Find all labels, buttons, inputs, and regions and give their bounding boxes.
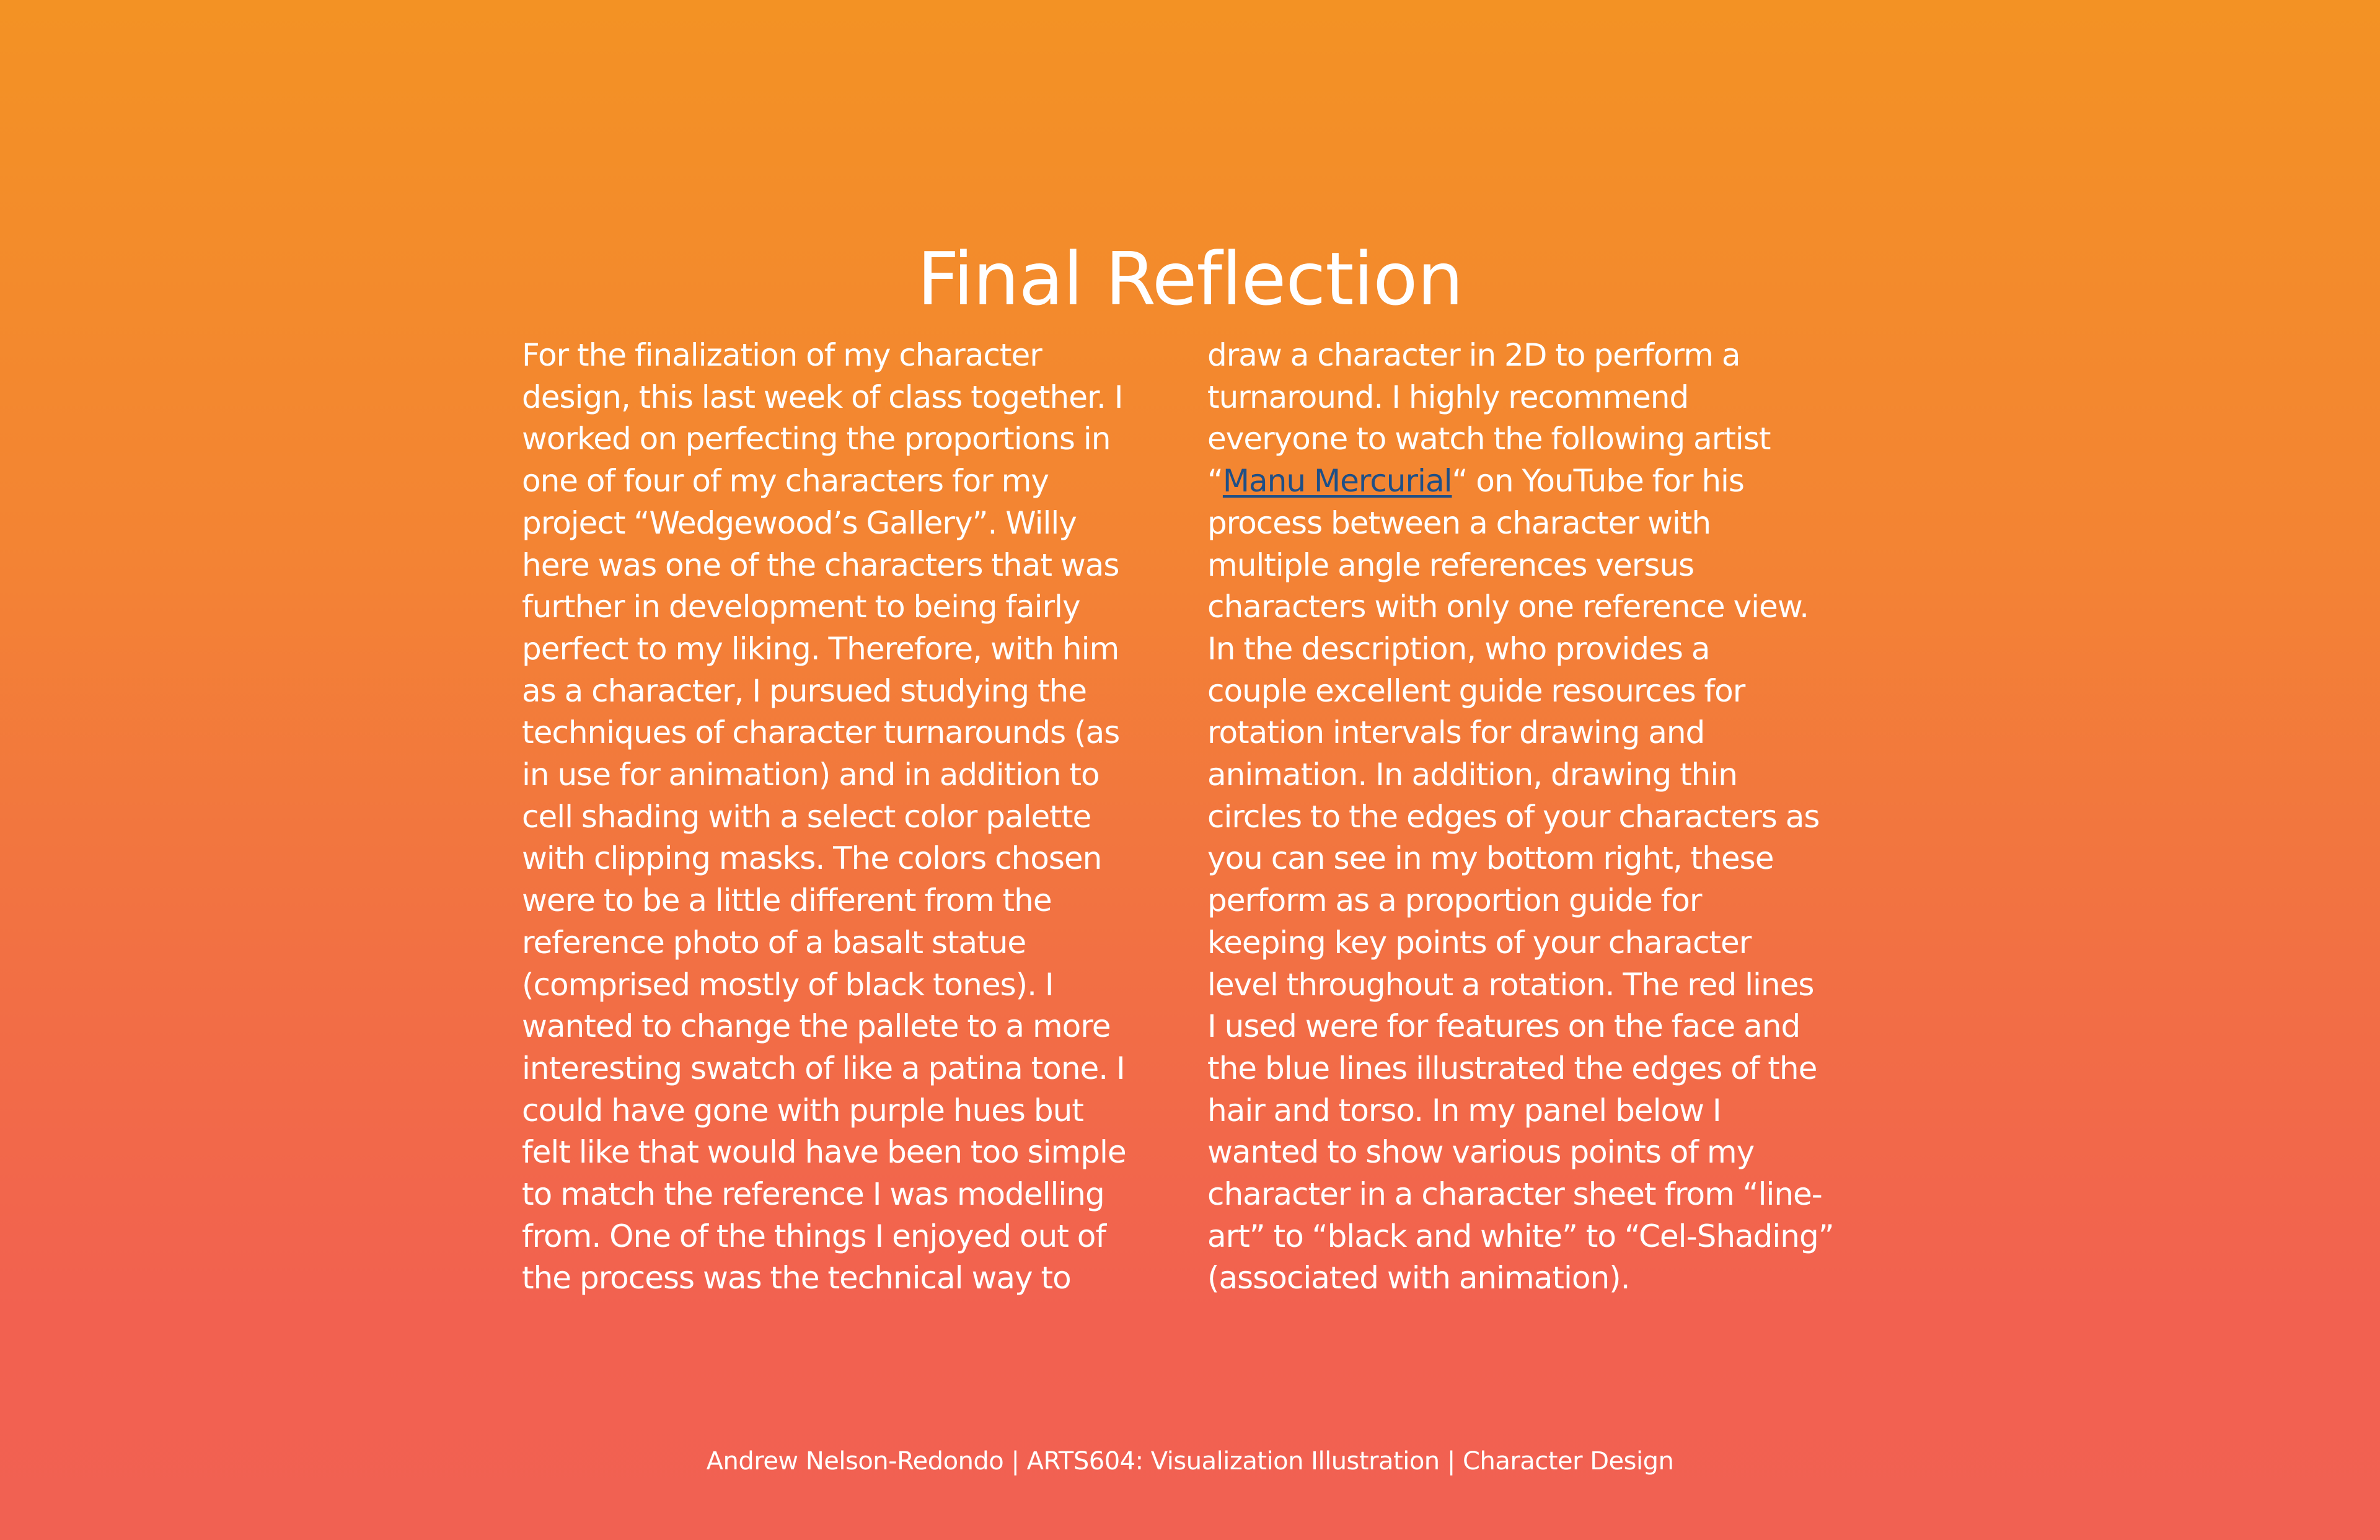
- text-line: character in a character sheet from “line-: [1207, 1176, 1822, 1213]
- text-line: For the finalization of my character: [522, 337, 1042, 373]
- text-line: as a character, I pursued studying the: [522, 672, 1087, 709]
- reflection-left-column: [522, 335, 1204, 1300]
- text-line: felt like that would have been too simple: [522, 1134, 1126, 1171]
- text-line: with clipping masks. The colors chosen: [522, 840, 1102, 877]
- text-line: further in development to being fairly: [522, 589, 1080, 625]
- text-line: cell shading with a select color palette: [522, 798, 1091, 835]
- text-line: In the description, who provides a: [1207, 630, 1710, 667]
- text-line: to match the reference I was modelling: [522, 1176, 1104, 1213]
- text-line: the blue lines illustrated the edges of the: [1207, 1050, 1817, 1086]
- text-line: could have gone with purple hues but: [522, 1092, 1083, 1129]
- right-column-lines-before-link: [1207, 335, 1889, 460]
- text-line: couple excellent guide resources for: [1207, 672, 1745, 709]
- page-title: Final Reflection: [917, 236, 1463, 322]
- text-line: process between a character with: [1207, 504, 1711, 541]
- text-line: (associated with animation).: [1207, 1260, 1630, 1296]
- text-line: from. One of the things I enjoyed out of: [522, 1218, 1106, 1254]
- text-line: rotation intervals for drawing and: [1207, 715, 1705, 751]
- text-line: reference photo of a basalt statue: [522, 924, 1026, 961]
- right-column-lines-after-link: [1207, 503, 1889, 1300]
- text-line: art” to “black and white” to “Cel-Shading”: [1207, 1218, 1834, 1254]
- text-line: one of four of my characters for my: [522, 463, 1049, 499]
- link-prefix: “: [1207, 463, 1223, 499]
- text-line: circles to the edges of your characters as: [1207, 798, 1820, 835]
- text-line: characters with only one reference view.: [1207, 589, 1809, 625]
- text-line: in use for animation) and in addition to: [522, 757, 1100, 793]
- text-line: hair and torso. In my panel below I: [1207, 1092, 1721, 1129]
- text-line: level throughout a rotation. The red lines: [1207, 966, 1814, 1003]
- text-line: animation. In addition, drawing thin: [1207, 757, 1737, 793]
- text-line: design, this last week of class together. I: [522, 379, 1123, 415]
- text-line: perform as a proportion guide for: [1207, 882, 1702, 919]
- manu-mercurial-link[interactable]: Manu Mercurial: [1222, 463, 1452, 499]
- text-line: turnaround. I highly recommend: [1207, 379, 1689, 415]
- text-line: you can see in my bottom right, these: [1207, 840, 1774, 877]
- text-line: everyone to watch the following artist: [1207, 421, 1771, 457]
- text-line: the process was the technical way to: [522, 1260, 1071, 1296]
- text-line: (comprised mostly of black tones). I: [522, 966, 1054, 1003]
- text-line: multiple angle references versus: [1207, 547, 1695, 583]
- text-line: interesting swatch of like a patina tone. I: [522, 1050, 1125, 1086]
- text-line: wanted to show various points of my: [1207, 1134, 1755, 1171]
- reflection-right-column: [1207, 335, 1889, 1300]
- text-line: I used were for features on the face and: [1207, 1008, 1800, 1045]
- text-line: project “Wedgewood’s Gallery”. Willy: [522, 504, 1077, 541]
- text-line: keeping key points of your character: [1207, 924, 1752, 961]
- text-line: were to be a little different from the: [522, 882, 1052, 919]
- text-line: techniques of character turnarounds (as: [522, 715, 1120, 751]
- footer-credits: Andrew Nelson-Redondo | ARTS604: Visualization Illustration | Character Design: [706, 1447, 1674, 1476]
- text-line: worked on perfecting the proportions in: [522, 421, 1111, 457]
- text-line: draw a character in 2D to perform a: [1207, 337, 1740, 373]
- text-line: here was one of the characters that was: [522, 547, 1119, 583]
- text-line: perfect to my liking. Therefore, with him: [522, 630, 1119, 667]
- text-line: wanted to change the pallete to a more: [522, 1008, 1111, 1045]
- link-line: [1207, 460, 1889, 503]
- link-suffix: “ on YouTube for his: [1452, 463, 1744, 499]
